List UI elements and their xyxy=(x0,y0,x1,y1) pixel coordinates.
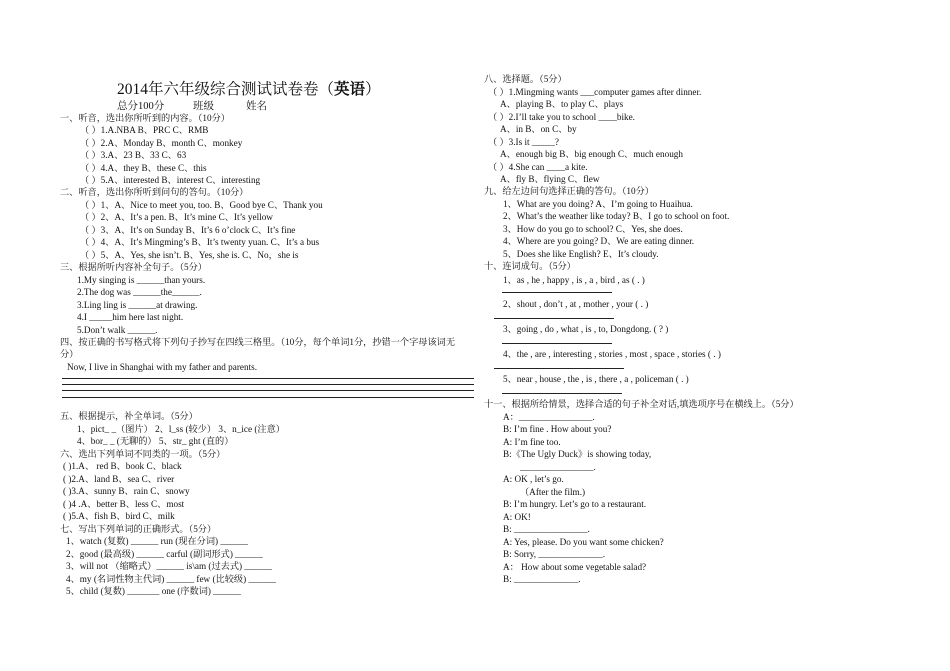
question-line: （ ）3.Is it _____? xyxy=(488,137,559,147)
question-line: 六、选出下列单词不同类的一项。（5分） xyxy=(60,449,226,459)
question-line: 2、shout , don’t , at , mother , your ( . ) xyxy=(503,299,649,309)
answer-line[interactable] xyxy=(494,368,624,369)
question-line: 分） xyxy=(60,349,79,359)
question-line: 1、as , he , happy , is , a , bird , as ( . ) xyxy=(503,275,645,285)
answer-line[interactable] xyxy=(502,292,612,293)
writing-line xyxy=(62,397,474,398)
question-line: 1、watch (复数) ______ run (现在分词) ______ xyxy=(66,536,248,546)
question-line: （ ）4.A、they B、these C、this xyxy=(80,163,207,173)
question-line: （ ）4、A、It’s Mingming’s B、It’s twenty yuan. C、It’s a bus xyxy=(80,237,320,247)
question-line: 5、child (复数) _______ one (序数词) ______ xyxy=(66,586,241,596)
question-line: 4、Where are you going? D、We are eating dinner. xyxy=(503,236,695,246)
question-line: 3、How do you go to school? C、Yes, she does. xyxy=(503,224,683,234)
question-line: 1.My singing is ______than yours. xyxy=(77,275,206,285)
question-line: （ ）2.I’ll take you to school ____bike. xyxy=(488,112,635,122)
question-line: B:《The Ugly Duck》is showing today, xyxy=(503,449,652,459)
question-line: 5、near , house , the , is , there , a , policeman ( . ) xyxy=(503,374,689,384)
question-line: 5.Don’t walk ______. xyxy=(77,325,158,335)
question-line: ( )4 .A、better B、less C、most xyxy=(63,499,185,509)
exam-title xyxy=(117,77,381,99)
question-line: 八、选择题。（5分） xyxy=(484,74,567,84)
title-subject: 英语 xyxy=(334,81,366,98)
question-line: A、enough big B、big enough C、much enough xyxy=(500,149,683,159)
question-line: A: OK! xyxy=(503,512,531,522)
question-line: B: I’m hungry. Let’s go to a restaurant. xyxy=(503,499,647,509)
question-line: （After the film.) xyxy=(520,487,586,497)
question-line: ( )2.A、land B、sea C、river xyxy=(63,474,175,484)
answer-line[interactable] xyxy=(494,318,614,319)
question-line: 2、What’s the weather like today? B、I go to school on foot. xyxy=(503,211,730,221)
answer-line[interactable] xyxy=(502,393,622,394)
question-line: 3.Ling ling is ______at drawing. xyxy=(77,300,198,310)
question-line: 二、听音，选出你所听到问句的答句。（10分） xyxy=(60,187,249,197)
question-line: （ ）1、A、Nice to meet you, too. B、Good bye C、Thank you xyxy=(80,200,323,210)
title-close: ） xyxy=(365,81,381,98)
question-line: 2、good (最高级) ______ carful (副词形式) ______ xyxy=(66,549,263,559)
question-line: 4.I _____him here last night. xyxy=(77,312,184,322)
question-line: B: ______________. xyxy=(503,574,581,584)
question-line: B: Sorry, ______________. xyxy=(503,549,605,559)
question-line: 九、给左边问句选择正确的答句。（10分） xyxy=(484,186,654,196)
question-line: （ ）3.A、23 B、33 C、63 xyxy=(80,150,187,160)
question-line: 四、按正确的书写格式将下列句子抄写在四线三格里。（10分，每个单词1分，抄错一个字母该词无 xyxy=(60,337,456,347)
question-line: （ ）5.A、interested B、interest C、interesting xyxy=(80,175,261,185)
question-line: 4、my (名词性物主代词) ______ few (比较级) ______ xyxy=(66,574,277,584)
question-line: 2.The dog was ______the______. xyxy=(77,287,202,297)
question-line: 十、连词成句。（5分） xyxy=(484,261,576,271)
question-line: ( )1.A、 red B、book C、black xyxy=(63,461,182,471)
question-line: 五、根据提示，补全单词。（5分） xyxy=(60,411,198,421)
total-score: 总分100分 xyxy=(117,101,165,112)
writing-line xyxy=(62,378,474,379)
question-line: ________________. xyxy=(520,462,596,472)
question-line: B: ________________. xyxy=(503,524,590,534)
question-line: 4、the , are , interesting , stories , most , space , stories ( . ) xyxy=(503,349,721,359)
question-line: （ ）2、A、It’s a pen. B、It’s mine C、It’s yellow xyxy=(80,212,273,222)
question-line: （ ）3、A、It’s on Sunday B、It’s 6 o’clock C、It’s fine xyxy=(80,225,296,235)
question-line: 七、写出下列单词的正确形式。（5分） xyxy=(60,524,217,534)
question-line: ( )3.A、sunny B、rain C、snowy xyxy=(63,486,190,496)
answer-line[interactable] xyxy=(502,343,612,344)
question-line: （ ）1.A.NBA B、PRC C、RMB xyxy=(80,125,209,135)
question-line: 3、going , do , what , is , to, Dongdong. ( ? ) xyxy=(503,324,669,334)
question-line: 三、根据所听内容补全句子。（5分） xyxy=(60,262,207,272)
question-line: （ ）2.A、Monday B、month C、monkey xyxy=(80,138,243,148)
question-line: A、playing B、to play C、plays xyxy=(500,99,624,109)
question-line: A、fly B、flying C、flew xyxy=(500,174,600,184)
question-line: （ ）4.She can ____a kite. xyxy=(488,162,588,172)
question-line: B: I’m fine . How about you? xyxy=(503,424,612,434)
class-label: 班级 xyxy=(193,101,214,112)
writing-line xyxy=(62,390,474,391)
question-line: 一、听音，选出你所听到的内容。（10分） xyxy=(60,113,230,123)
question-line: 3、will not （缩略式）______ is\am (过去式) ______ xyxy=(66,561,272,571)
question-line: 1、What are you doing? A、I’m going to Huaihua. xyxy=(503,199,693,209)
question-line: （ ）5、A、Yes, she isn’t. B、Yes, she is. C、No，she is xyxy=(80,250,299,260)
question-line: Now, I live in Shanghai with my father and parents. xyxy=(67,362,257,372)
writing-line xyxy=(62,384,474,385)
title-text: 2014年六年级综合测试试卷卷（ xyxy=(117,81,335,98)
question-line: ( )5.A、fish B、bird C、milk xyxy=(63,511,175,521)
question-line: 5、Does she like English? E、It’s cloudy. xyxy=(503,249,659,259)
question-line: A： How about some vegetable salad? xyxy=(503,562,647,572)
question-line: A: OK , let’s go. xyxy=(503,474,564,484)
question-line: A：________________. xyxy=(503,412,595,422)
question-line: 4、bor_ _ (无聊的） 5、str_ ght (直的） xyxy=(77,436,234,446)
question-line: A: Yes, please. Do you want some chicken? xyxy=(503,537,664,547)
question-line: 十一、根据所给情景，选择合适的句子补全对话,填选项序号在横线上。（5分） xyxy=(484,399,799,409)
question-line: （ ）1.Mingming wants ___computer games after dinner. xyxy=(488,87,702,97)
name-label: 姓名 xyxy=(246,101,267,112)
question-line: A: I’m fine too. xyxy=(503,437,561,447)
question-line: 1、pict_ _（图片） 2、l_ss (较少） 3、n_ice (注意） xyxy=(77,424,285,434)
question-line: A、in B、on C、by xyxy=(500,124,577,134)
